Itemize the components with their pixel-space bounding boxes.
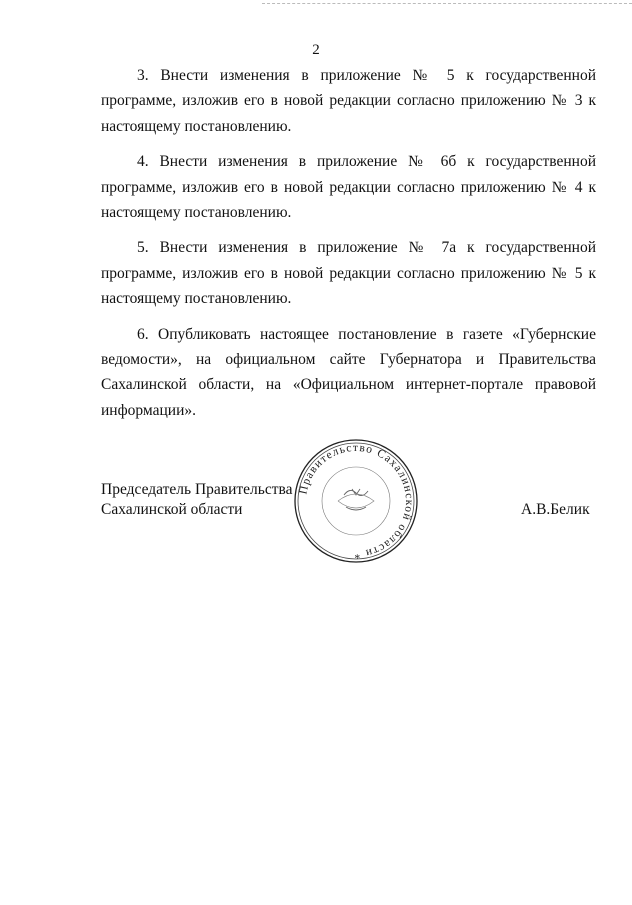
signatory-title: [101, 480, 293, 520]
paragraph-5: 5. Внести изменения в приложение № 7а к государственной программе, изложив его в новой редакции согласно приложению № 5 к настоящему постановлению.: [101, 239, 596, 308]
document-body: [101, 63, 596, 433]
svg-text:Правительство Сахалинской обла: Правительство Сахалинской области *: [297, 441, 416, 561]
paragraph-4: 4. Внести изменения в приложение № 6б к государственной программе, изложив его в новой редакции согласно приложению № 4 к настоящему постановлению.: [101, 153, 596, 222]
signatory-title-line1: Председатель Правительства: [101, 481, 293, 498]
official-seal: [292, 437, 420, 565]
signatory-title-line2: Сахалинской области: [101, 501, 243, 518]
paragraph-6: 6. Опубликовать настоящее постановление в газете «Губернские ведомости», на официальном сайте Губернатора и Правительства Сахалинской области, на «Официальном интернет-портале правовой информации».: [101, 325, 596, 419]
top-scan-line: [262, 3, 632, 4]
signatory-name: А.В.Белик: [521, 501, 590, 518]
page-number: 2: [312, 42, 320, 58]
paragraph-3: 3. Внести изменения в приложение № 5 к государственной программе, изложив его в новой редакции согласно приложению № 3 к настоящему постановлению.: [101, 67, 596, 135]
